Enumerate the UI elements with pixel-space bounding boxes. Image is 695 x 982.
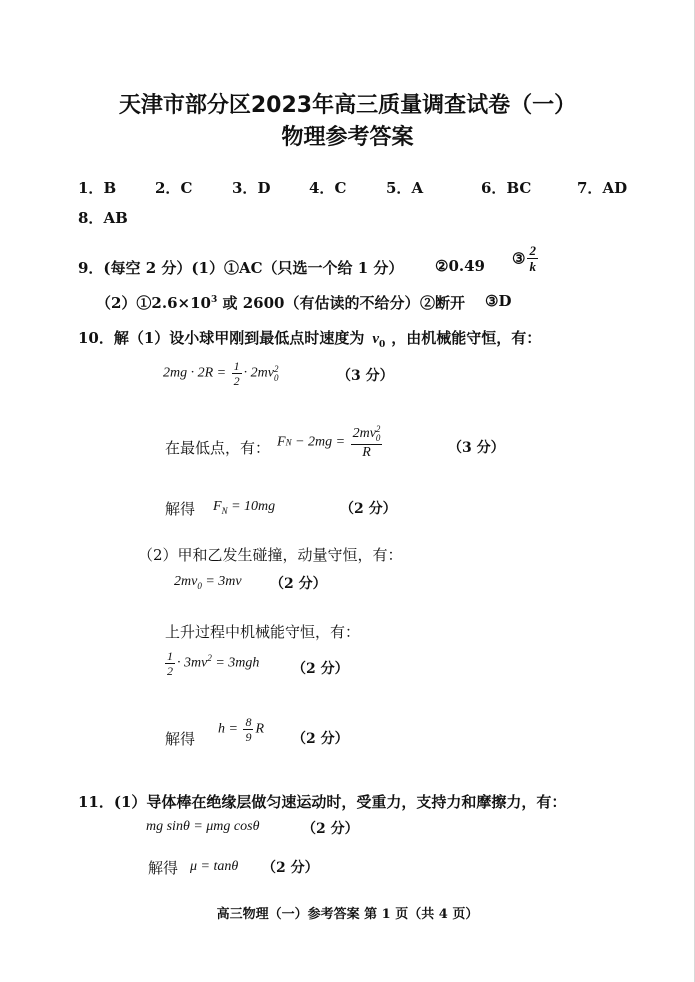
choice-answer: 8．AB	[78, 209, 128, 227]
q9-answer-d: ③D	[485, 292, 512, 310]
q10-score-3: （2 分）	[340, 501, 397, 517]
choice-answer: 2．C	[155, 179, 193, 197]
q11-score-2: （2 分）	[262, 860, 319, 876]
q10-intro: 10．解（1）设小球甲刚到最低点时速度为 $v_0$ ，由机械能守恒，有：	[78, 329, 542, 350]
page-subtitle: 物理参考答案	[281, 125, 414, 150]
q10-score-5: （2 分）	[292, 661, 349, 677]
q9-answer-switch: ②断开	[420, 294, 466, 312]
q9-line2: $(2)①2.6\times 10^3$ 或 2600（有估读的不给分）	[96, 294, 420, 312]
q11-equation-1: mg sinθ = μmg cosθ	[146, 819, 260, 834]
q11-intro: 11．(1）导体棒在绝缘层做匀速运动时，受重力，支持力和摩擦力，有：	[78, 793, 567, 811]
q9-answer-3: ③ $\frac{2}{k}$	[512, 243, 536, 274]
q10-solve-label-2: 解得	[165, 730, 196, 748]
q10-score-2: （3 分）	[448, 440, 505, 456]
q10-score-4: （2 分）	[270, 576, 327, 592]
choice-answer: 6．BC	[481, 179, 532, 197]
q11-equation-2: μ = tanθ	[190, 859, 239, 874]
choice-answer: 5．A	[386, 179, 424, 197]
q10-label-rise: 上升过程中机械能守恒，有：	[165, 623, 361, 641]
q10-equation-4: $2mv_0 = 3mv$	[174, 574, 242, 591]
q9-line1: 9．(每空 2 分）(1）①AC（只选一个给 1 分）	[78, 259, 404, 277]
q10-score-1: （3 分）	[337, 368, 394, 384]
q10-equation-3: $F_N = 10mg$	[213, 499, 276, 516]
page-title: 天津市部分区2023年高三质量调查试卷（一）	[118, 93, 577, 118]
q11-solve-label: 解得	[148, 859, 179, 877]
page-footer: 高三物理（一）参考答案 第 1 页（共 4 页）	[216, 907, 479, 922]
q10-score-6: （2 分）	[292, 731, 349, 747]
q10-equation-1: 2mg · 2R = $\frac{1}{2}$ · 2mv 2 0	[163, 359, 279, 388]
choice-answer: 3．D	[232, 179, 271, 197]
q10-part2: （2）甲和乙发生碰撞，动量守恒，有：	[138, 546, 403, 564]
q10-label-bottom: 在最低点，有：	[165, 439, 271, 457]
q10-equation-6: h = $\frac{8}{9}$ R	[218, 715, 265, 744]
q11-score-1: （2 分）	[302, 821, 359, 837]
choice-answer: 7．AD	[577, 179, 628, 197]
q9-answer-2: ②0.49	[435, 257, 485, 275]
q10-equation-2: FN − 2mg = 2mv 2 0 R	[277, 424, 381, 460]
q10-solve-label: 解得	[165, 500, 196, 518]
q10-equation-5: $\frac{1}{2}$ · $3mv^2 = 3mgh$	[167, 649, 260, 678]
choice-answer: 4．C	[309, 179, 347, 197]
choice-answer: 1．B	[78, 179, 117, 197]
